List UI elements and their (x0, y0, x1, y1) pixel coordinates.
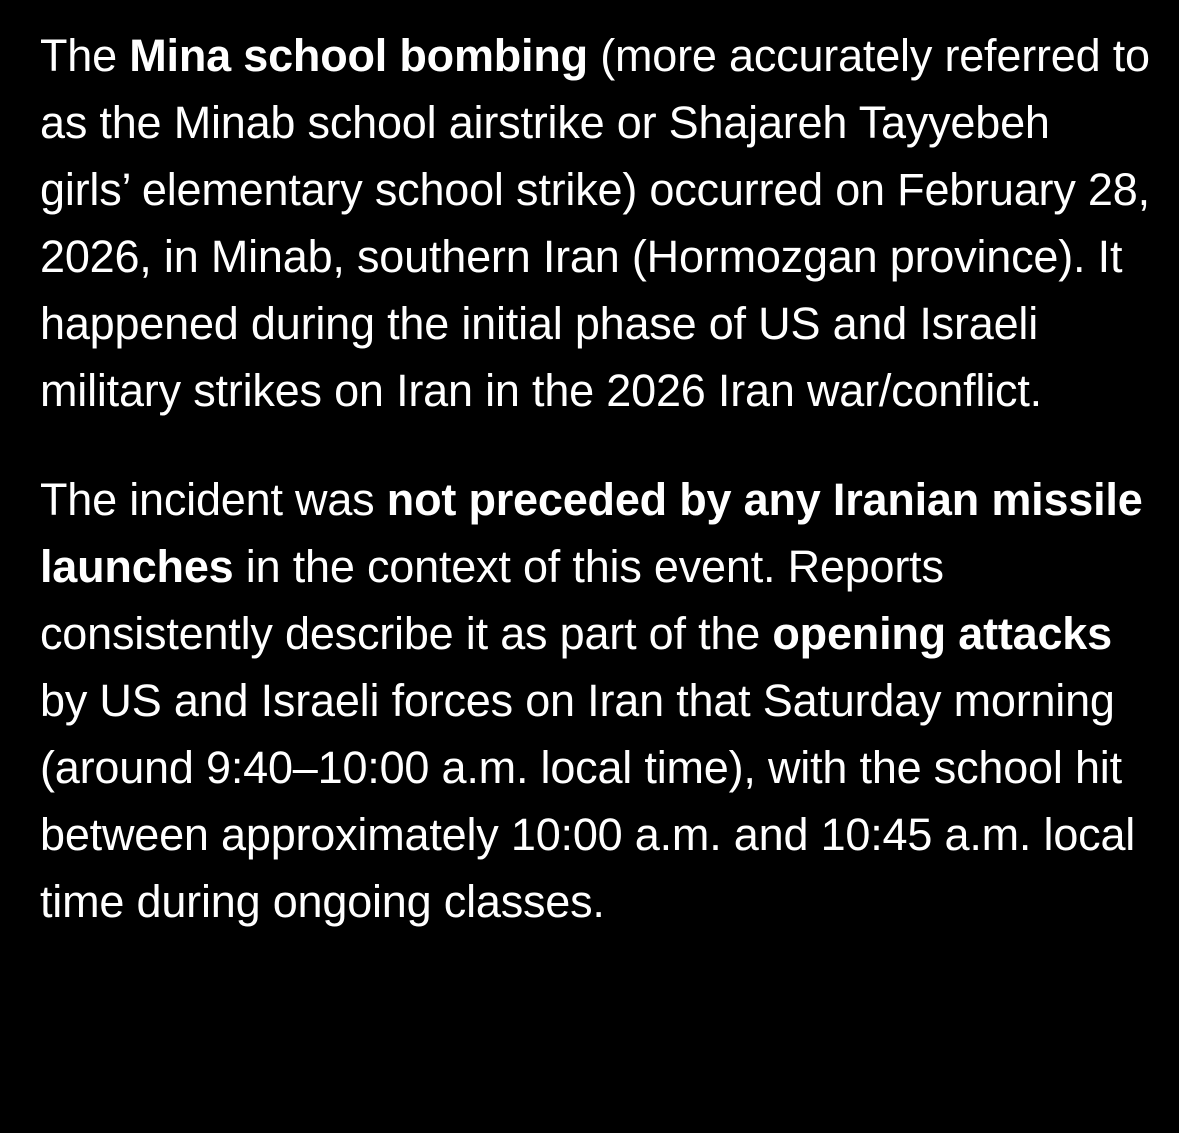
bold-text-segment: not preceded by any Iranian missile launches (40, 474, 1143, 592)
paragraph-intro (40, 22, 1150, 424)
text-segment: The incident was (40, 474, 387, 525)
article-text (40, 22, 1150, 935)
paragraph-context (40, 466, 1150, 935)
text-segment: in the context of this event. Reports consistently describe it as part of the (40, 541, 944, 659)
text-segment: by US and Israeli forces on Iran that Saturday morning (around 9:40–10:00 a.m. local time), with the school hit between approximately 10:00 a.m. and 10:45 a.m. local time during ongoing classes. (40, 675, 1136, 927)
bold-text-segment: Mina school bombing (129, 30, 588, 81)
text-segment: The (40, 30, 130, 81)
bold-text-segment: opening attacks (772, 608, 1112, 659)
text-segment: (more accurately referred to as the Minab school airstrike or Shajareh Tayyebeh girls’ elementary school strike) occurred on February 28, 2026, in Minab, southern Iran (Hormozgan province). It happened during the initial phase of US and Israeli military strikes on Iran in the 2026 Iran war/conflict. (40, 30, 1150, 416)
